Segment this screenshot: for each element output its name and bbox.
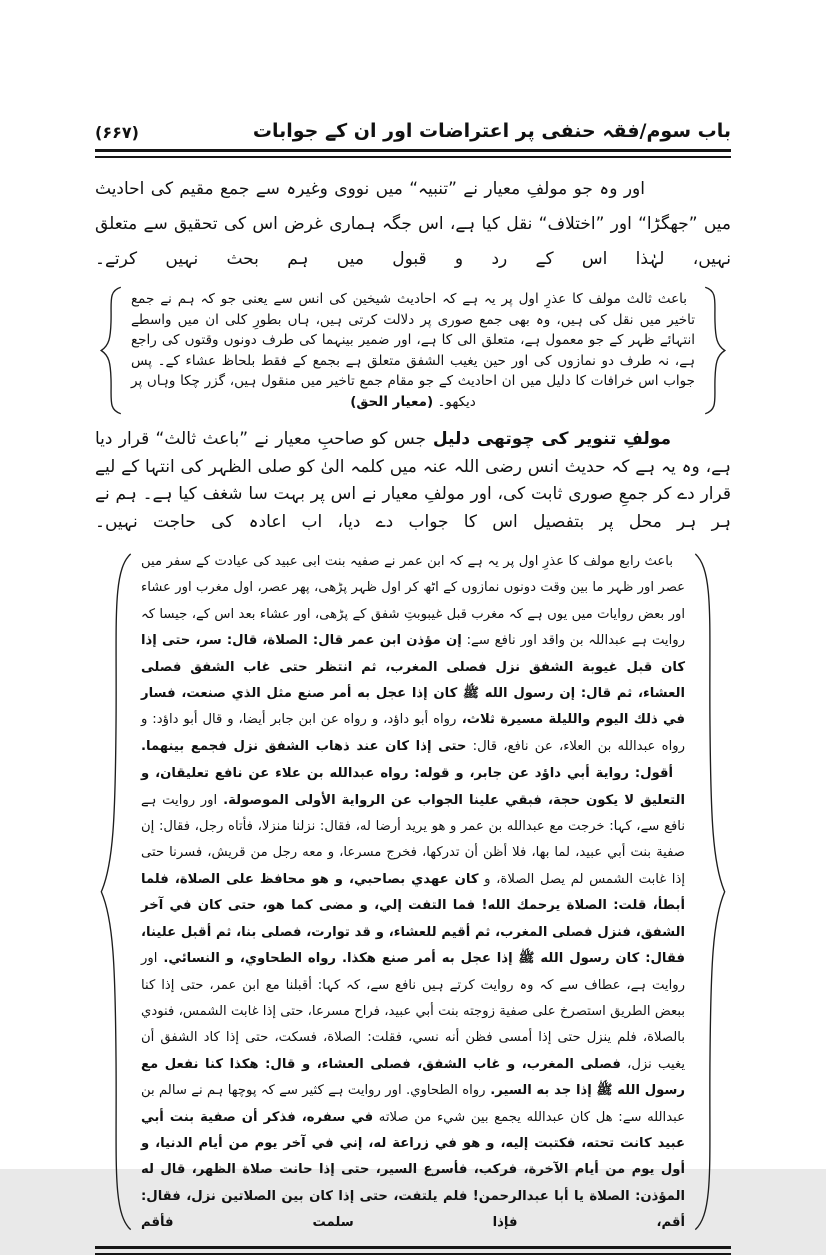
note-citation: (معیار الحق): [350, 393, 434, 410]
text-segment: الصلاة يا أبا عبدالرحمن! فلم يلتفت، حتى إذا كان بين الصلاتين نزل، فقال: أقم، فإذا سلمت فأقم: [141, 1188, 685, 1231]
text-segment: رواه أبو داؤد، و رواه عن ابن جابر أيضا، و قال أبو داؤد: و رواه عبدالله بن العلاء، عن نافع، قال:: [141, 712, 685, 754]
text-segment: اور روایت ہے، عطاف سے کہ وہ روایت کرتے ہیں نافع سے، کہ کہا:: [141, 951, 685, 993]
footer-rule: [95, 1246, 731, 1255]
text-segment: رواه الطحاوي. اور روایت ہے کثیر سے کہ پوچھا ہم نے سالم بن عبدالله سے: هل كان عبدالله يجمع بين شيء من صلاته: [141, 1083, 685, 1125]
note-block: [95, 286, 731, 415]
page-header: [95, 0, 731, 142]
text-segment: كان عهدي بصاحبي، و هو محافظ على الصلاة، فلما أبطأ، قلت: الصلاة يرحمك الله! فما التفت إلي، و مضى كما هو، حتى كان في آخر الشفق، فنزل فصلى المغرب، ثم أقيم للعشاء، و قد توارت، فصلى بنا، ثم أقبل علينا، فقال: كان رسول الله ﷺ إذا عجل به أمر صنع هكذا. رواه الطحاوي، و النسائي.: [141, 871, 685, 967]
note-body: باعث ثالث مولف کا عذرِ اول پر یہ ہے کہ احادیث شیخین کی انس سے یعنی جو کہ ہم نے جمع تاخیر میں نقل کی ہیں، وہ بھی جمع صوری پر دلالت کرتی ہیں، ہاں بطورِ کلی ان میں واسطے انتہائے ظہر کے جو معمول ہے، متعلق الی کا ہے، اور ضمیر بینہما کی طرف دونوں وقتوں کی راجع ہے، نہ طرف دو نمازوں کی اور حین یغیب الشفق متعلق ہے بجمع کے فقط بلحاظ عشاء کے۔ پس جواب اس خرافات کا دلیل میں ان احادیث کے جو مقام جمع تاخیر میں منقول ہیں، گزر چکا وہاں پر دیکھو۔: [131, 291, 695, 410]
text-segment: في سفره، فذكر أن صفية بنت أبي عبيد كانت تحته، فكتبت إليه، و هو في زراعة له، إني في آخر يوم من أيام الدنيا، و أول يوم من أيام الآخرة، فركب، فأسرع السير، حتى إذا حانت صلاة الظهر، قال له المؤذن:: [141, 1109, 685, 1204]
text-segment: أقول: رواية أبي داؤد عن جابر، و قوله: رواه عبدالله بن علاء عن نافع تعليقان، و التعليق لا يكون حجة، فبقي علينا الجواب عن الرواية الأولى الموصولة.: [141, 766, 685, 808]
header-rule: [95, 149, 731, 158]
hadith-text: [141, 549, 685, 1237]
chapter-title: باب سوم/فقہ حنفی پر اعتراضات اور ان کے جوابات: [252, 120, 731, 142]
page-number: (۶۶۷): [95, 123, 139, 142]
intro-paragraph: اور وہ جو مولفِ معیار نے ”تنبیہ“ میں نووی وغیرہ سے جمع مقیم کی احادیث میں ”جھگڑا“ اور ”اختلاف“ نقل کیا ہے، اس جگہ ہماری غرض اس کی تحقیق سے متعلق نہیں، لہٰذا اس کے رد و قبول میں ہم بحث نہیں کرتے۔: [95, 179, 731, 269]
text-segment: حتى إذا كان عند ذهاب الشفق نزل فجمع بينهما.: [141, 738, 467, 754]
text-segment: إن مؤذن ابن عمر قال: الصلاة، قال: سر، حتى إذا كان قبل غيوبة الشفق نزل فصلى المغرب، ثم انتظر حتى غاب الشفق فصلى العشاء، ثم قال: إن رسول الله ﷺ كان إذا عجل به أمر صنع مثل الذي صنعت، فسار في ذلك اليوم والليلة مسيرة ثلاث،: [141, 633, 685, 728]
text-segment: فصلى المغرب، و غاب الشفق، فصلى العشاء، و قال: هكذا كنا نفعل مع رسول الله ﷺ إذا جد به السير.: [141, 1056, 685, 1099]
left-brace-icon: [97, 286, 125, 415]
right-brace-icon: [689, 547, 731, 1237]
hadith-paragraph: [141, 549, 685, 760]
text-segment: اور روایت ہے نافع سے، کہا:: [141, 792, 685, 835]
hadith-block: [95, 545, 731, 1241]
left-brace-icon: [95, 547, 137, 1237]
text-segment: أقبلنا مع ابن عمر، حتى إذا كنا ببعض الطريق استصرخ على صفية زوجته بنت أبي عبيد، فراح مسرعا، حتى إذا غابت الشمس، فنودي بالصلاة، فلم ينزل حتى إذا أمسى فظن أنه نسي، فقلت: الصلاة، فسكت، حتى إذا كاد الشفق أن يغيب نزل،: [141, 977, 685, 1072]
paragraph-body: جس کو صاحبِ معیار نے ”باعث ثالث“ قرار دیا ہے، وہ یہ ہے کہ حدیث انس رضی اللہ عنہ میں کلمہ الیٰ کو صلی الظہر کی انتہا کے لیے قرار دے کر جمعِ صوری ثابت کی، اور مولفِ معیار نے اس پر بہت سا شغف کیا ہے۔ ہم نے ہر ہر محل پر بتفصیل اس کا جواب دے دیا، اب اعادہ کی حاجت نہیں۔: [95, 429, 731, 532]
hadith-paragraph: [141, 761, 685, 1236]
note-text: [131, 289, 695, 412]
paragraph-lead: مولفِ تنویر کی چوتھی دلیل: [426, 429, 671, 449]
text-segment: باعث رابع مولف کا عذرِ اول پر یہ ہے کہ ابن عمر نے صفیہ بنت ابی عبید کی عیادت کے سفر میں عصر اور ظہر ما بین وقت دونوں نمازوں کے اٹھ کر اول ظہر پڑھی، پھر عصر، اول مغرب اور عشاء اور بعض روایات میں یوں ہے کہ مغرب قبل غیبوبتِ شفق کے پڑھی، اور عشاء بعد اس کے، جیسا کہ روایت ہے عبداللہ بن واقد اور نافع سے:: [141, 554, 686, 649]
text-segment: خرجت مع عبدالله بن عمر و هو يريد أرضا له، فقال: نزلنا منزلا، فأتاه رجل، فقال: إن صفية بنت أبي عبيد، لما بها، فلا أظن أن تدركها، فخرج مسرعا، و معه رجل من قريش، فسرنا حتى إذا غابت الشمس لم يصل الصلاة، و: [141, 819, 686, 887]
second-paragraph: [95, 426, 731, 536]
right-brace-icon: [701, 286, 729, 415]
